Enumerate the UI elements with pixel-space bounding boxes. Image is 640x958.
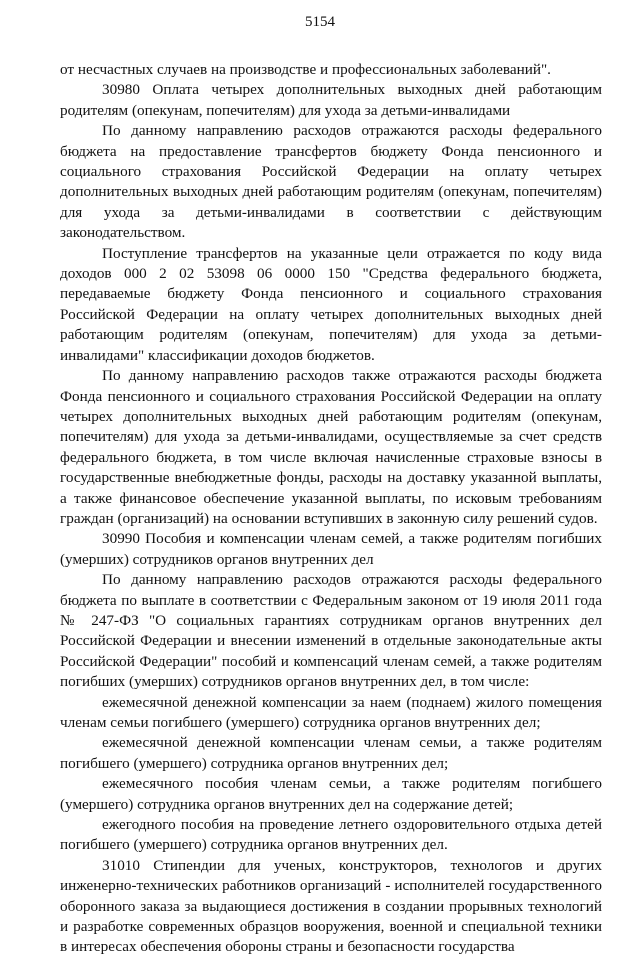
document-body: [60, 60, 602, 958]
paragraph-heading-30980: 30980 Оплата четырех дополнительных выходных дней работающим родителям (опекунам, попечителям) для ухода за детьми-инвалидами: [60, 81, 602, 119]
paragraph-continuation: от несчастных случаев на производстве и профессиональных заболеваний".: [60, 61, 551, 78]
paragraph: Поступление трансфертов на указанные цели отражается по коду вида доходов 000 2 02 53098 06 0000 150 "Средства федерального бюджета, передаваемые бюджету Фонда пенсионного и социального страхования Российской Федерации на оплату четырех дополнительных выходных дней работающим родителям (опекунам, попечителям) для ухода за детьми-инвалидами" классификации доходов бюджетов.: [60, 244, 602, 364]
paragraph-heading-31010: 31010 Стипендии для ученых, конструкторов, технологов и других инженерно-технических работников организаций - исполнителей государственного оборонного заказа за выдающиеся достижения в создании прорывных технологий и разработке современных образцов вооружения, военной и специальной техники в интересах обеспечения обороны страны и безопасности государства: [60, 856, 602, 956]
list-item: ежегодного пособия на проведение летнего оздоровительного отдыха детей погибшего (умершего) сотрудника органов внутренних дел.: [60, 816, 602, 854]
list-item: ежемесячной денежной компенсации за наем (поднаем) жилого помещения членам семьи погибшего (умершего) сотрудника органов внутренних дел;: [60, 693, 602, 731]
paragraph-heading-30990: 30990 Пособия и компенсации членам семей, а также родителям погибших (умерших) сотрудников органов внутренних дел: [60, 530, 602, 568]
paragraph: По данному направлению расходов отражаются расходы федерального бюджета по выплате в соответствии с Федеральным законом от 19 июля 2011 года № 247-ФЗ "О социальных гарантиях сотрудникам органов внутренних дел Российской Федерации и внесении изменений в отдельные законодательные акты Российской Федерации" пособий и компенсаций членам семей, а также родителям погибших (умерших) сотрудников органов внутренних дел, в том числе:: [60, 571, 602, 691]
list-item: ежемесячного пособия членам семьи, а также родителям погибшего (умершего) сотрудника органов внутренних дел на содержание детей;: [60, 775, 602, 813]
page-number: 5154: [305, 14, 335, 30]
list-item: ежемесячной денежной компенсации членам семьи, а также родителям погибшего (умершего) сотрудника органов внутренних дел;: [60, 734, 602, 772]
paragraph: По данному направлению расходов отражаются расходы федерального бюджета на предоставление трансфертов бюджету Фонда пенсионного и социального страхования Российской Федерации на оплату четырех дополнительных выходных дней работающим родителям (опекунам, попечителям) для ухода за детьми-инвалидами в соответствии с действующим законодательством.: [60, 122, 602, 242]
paragraph: По данному направлению расходов также отражаются расходы бюджета Фонда пенсионного и социального страхования Российской Федерации на оплату четырех дополнительных выходных дней работающим родителям (опекунам, попечителям) для ухода за детьми-инвалидами, осуществляемые за счет средств федерального бюджета, в том числе включая начисленные страховые взносы в государственные внебюджетные фонды, расходы на доставку указанной выплаты, а также финансовое обеспечение указанной выплаты, по исковым требованиям граждан (организаций) на основании вступивших в законную силу решений судов.: [60, 367, 602, 527]
